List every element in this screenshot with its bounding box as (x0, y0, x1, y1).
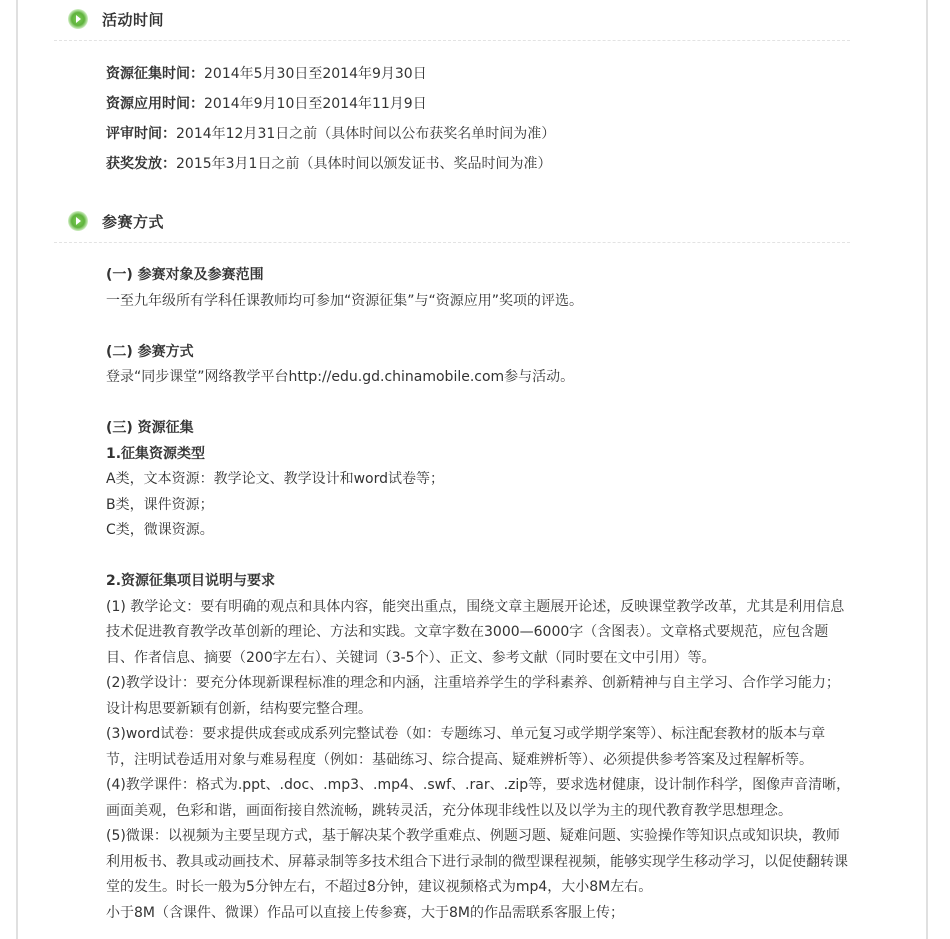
schedule-row (106, 62, 906, 88)
method-heading: (二) 参赛方式 (106, 343, 194, 360)
scope-text: 一至九年级所有学科任课教师均可参加“资源征集”与“资源应用”奖项的评选。 (106, 292, 584, 309)
schedule-value: 2014年12月31日之前（具体时间以公布获奖名单时间为准） (176, 126, 556, 142)
requirement-line: (2)教学设计：要充分体现新课程标准的理念和内涵，注重培养学生的学科素养、创新精神与自主学习、合作学习能力； (106, 675, 840, 691)
section-header-time (68, 7, 164, 31)
types-heading: 1.征集资源类型 (106, 445, 206, 462)
requirement-line: 技术促进教育教学改革创新的理论、方法和实践。文章字数在3000—6000字（含图表）。文章格式要规范，应包含题 (106, 624, 829, 640)
participation-block (106, 263, 906, 926)
requirement-line: (1) 教学论文：要有明确的观点和具体内容，能突出重点，围绕文章主题展开论述，反映课堂教学改革，尤其是利用信息 (106, 598, 845, 615)
requirement-line: 目、作者信息、摘要（200字左右）、关键词（3-5个）、正文、参考文献（同时要在文中引用）等。 (106, 649, 716, 666)
schedule-label: 资源应用时间： (106, 96, 204, 112)
section-header-method (68, 209, 164, 233)
requirement-line: 堂的发生。时长一般为5分钟左右，不超过8分钟，建议视频格式为mp4，大小8M左右。 (106, 879, 653, 895)
requirement-line: (3)word试卷：要求提供成套或成系列完整试卷（如：专题练习、单元复习或学期学案等）、标注配套教材的版本与章 (106, 726, 826, 742)
resource-type-item: A类，文本资源：教学论文、教学设计和word试卷等； (106, 471, 444, 487)
schedule-value: 2014年9月10日至2014年11月9日 (204, 96, 427, 112)
schedule-label: 资源征集时间： (106, 66, 204, 82)
requirements-heading: 2.资源征集项目说明与要求 (106, 573, 276, 589)
schedule-label: 获奖发放： (106, 156, 176, 172)
scope-heading: (一) 参赛对象及参赛范围 (106, 267, 264, 283)
section-title-time: 活动时间 (102, 10, 165, 29)
requirement-line: 利用板书、教具或动画技术、屏幕录制等多技术组合下进行录制的微型课程视频，能够实现学生移动学习，以促使翻转课 (106, 853, 848, 870)
resource-type-item: B类，课件资源； (106, 496, 214, 513)
method-text: 登录“同步课堂”网络教学平台http://edu.gd.chinamobile.com参与活动。 (106, 369, 575, 385)
green-play-bullet-icon (68, 211, 88, 231)
schedule-block (106, 62, 906, 178)
requirement-line: 设计构思要新颖有创新，结构要完整合理。 (106, 700, 372, 717)
section-divider (54, 242, 850, 243)
requirement-line: (5)微课：以视频为主要呈现方式，基于解决某个教学重难点、例题习题、疑难问题、实验操作等知识点或知识块，教师 (106, 828, 840, 844)
requirement-line: 画面美观，色彩和谐，画面衔接自然流畅，跳转灵活，充分体现非线性以及以学为主的现代教育教学思想理念。 (106, 802, 792, 819)
schedule-value: 2014年5月30日至2014年9月30日 (204, 66, 427, 82)
requirement-line: 小于8M（含课件、微课）作品可以直接上传参赛，大于8M的作品需联系客服上传； (106, 904, 624, 921)
schedule-label: 评审时间： (106, 126, 176, 142)
section-divider (54, 40, 850, 41)
requirement-line: (4)教学课件：格式为.ppt、.doc、.mp3、.mp4、.swf、.rar、.zip等，要求选材健康，设计制作科学，图像声音清晰， (106, 777, 851, 793)
collection-heading: (三) 资源征集 (106, 420, 194, 436)
green-play-bullet-icon (68, 9, 88, 29)
schedule-row (106, 122, 906, 148)
schedule-value: 2015年3月1日之前（具体时间以颁发证书、奖品时间为准） (176, 156, 552, 172)
requirement-line: 节，注明试卷适用对象与难易程度（例如：基础练习、综合提高、疑难辨析等）、必须提供参考答案及过程解析等。 (106, 751, 813, 768)
schedule-row (106, 152, 906, 178)
section-title-method: 参赛方式 (102, 212, 165, 231)
resource-type-item: C类，微课资源。 (106, 522, 214, 538)
schedule-row (106, 92, 906, 118)
